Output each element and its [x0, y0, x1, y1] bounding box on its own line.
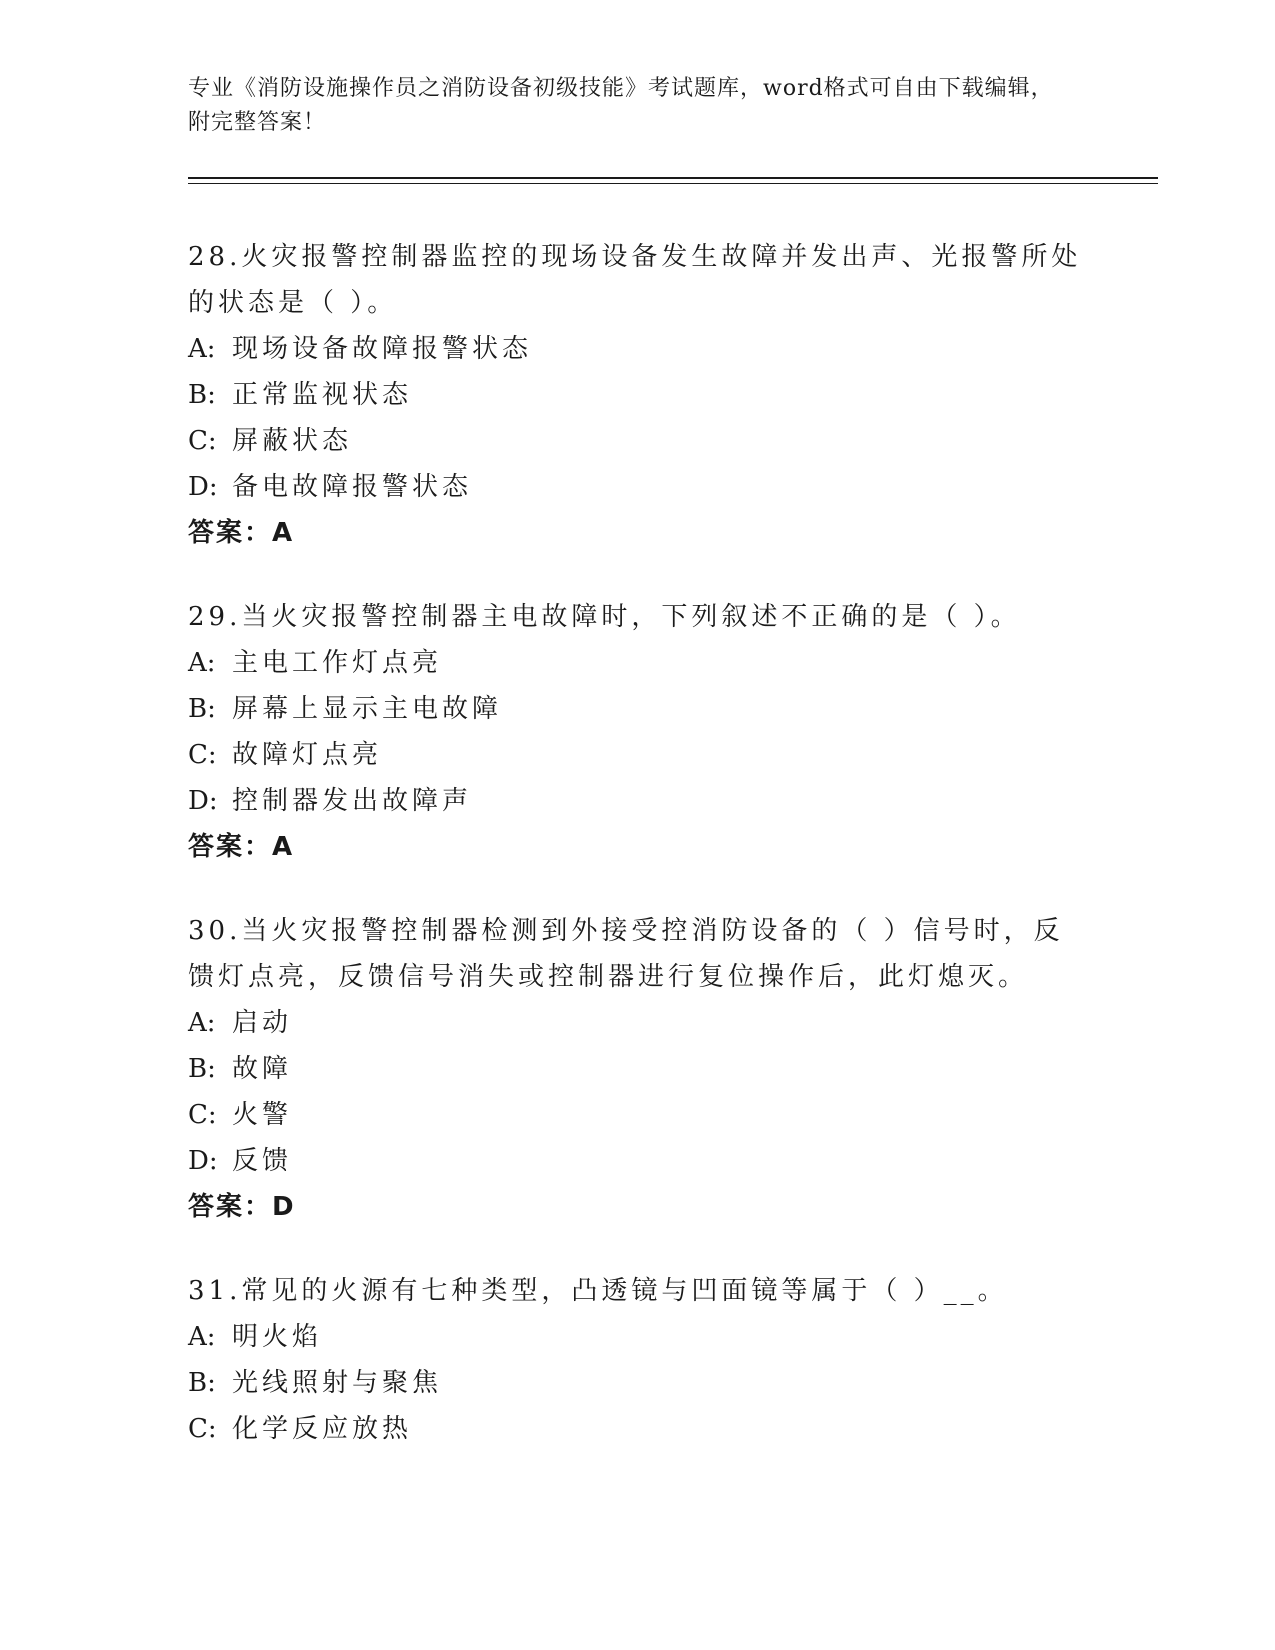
document-header: 专业《消防设施操作员之消防设备初级技能》考试题库，word格式可自由下载编辑，附完整答案！	[188, 76, 1054, 135]
option-text: 启动	[232, 1008, 293, 1038]
option-letter: C:	[188, 740, 217, 770]
option-text: 正常监视状态	[232, 380, 413, 410]
option-text: 主电工作灯点亮	[232, 648, 443, 678]
option-letter: C:	[188, 1414, 217, 1444]
answer-line: 答案：D	[188, 1192, 296, 1222]
option-text: 光线照射与聚焦	[232, 1368, 443, 1398]
option-letter: B:	[188, 1054, 216, 1084]
header-divider-thin	[188, 183, 1158, 184]
question-29	[188, 594, 1088, 870]
option-letter: C:	[188, 1100, 217, 1130]
option-a	[188, 326, 1088, 372]
option-a	[188, 1000, 1088, 1046]
option-b	[188, 686, 1088, 732]
question-28	[188, 234, 1088, 556]
option-text: 故障灯点亮	[232, 740, 383, 770]
option-b	[188, 1360, 1088, 1406]
option-letter: D:	[188, 1146, 218, 1176]
option-text: 化学反应放热	[232, 1414, 413, 1444]
question-text: 29.当火灾报警控制器主电故障时，下列叙述不正确的是（ ）。	[188, 602, 1021, 632]
option-letter: A:	[188, 1008, 216, 1038]
option-text: 现场设备故障报警状态	[232, 334, 533, 364]
option-letter: B:	[188, 694, 216, 724]
option-text: 故障	[232, 1054, 293, 1084]
answer-line: 答案：A	[188, 518, 295, 548]
question-text: 31.常见的火源有七种类型，凸透镜与凹面镜等属于（ ）__。	[188, 1276, 1008, 1306]
option-a	[188, 640, 1088, 686]
answer-line: 答案：A	[188, 832, 295, 862]
option-text: 屏蔽状态	[232, 426, 353, 456]
option-text: 控制器发出故障声	[232, 786, 473, 816]
option-letter: C:	[188, 426, 217, 456]
option-a	[188, 1314, 1088, 1360]
option-b	[188, 372, 1088, 418]
question-31	[188, 1268, 1088, 1452]
question-text: 28.火灾报警控制器监控的现场设备发生故障并发出声、光报警所处的状态是（ ）。	[188, 242, 1082, 318]
option-d	[188, 1138, 1088, 1184]
option-text: 反馈	[232, 1146, 293, 1176]
option-b	[188, 1046, 1088, 1092]
option-letter: A:	[188, 1322, 216, 1352]
option-letter: A:	[188, 648, 216, 678]
option-text: 备电故障报警状态	[232, 472, 473, 502]
option-c	[188, 1406, 1088, 1452]
question-text: 30.当火灾报警控制器检测到外接受控消防设备的（ ）信号时，反馈灯点亮，反馈信号消失或控制器进行复位操作后，此灯熄灭。	[188, 916, 1064, 992]
option-text: 屏幕上显示主电故障	[232, 694, 503, 724]
option-d	[188, 464, 1088, 510]
option-text: 火警	[232, 1100, 293, 1130]
option-letter: A:	[188, 334, 216, 364]
option-c	[188, 732, 1088, 778]
question-30	[188, 908, 1088, 1230]
option-letter: D:	[188, 472, 218, 502]
option-d	[188, 778, 1088, 824]
option-c	[188, 1092, 1088, 1138]
header-divider-thick	[188, 177, 1158, 179]
question-list	[188, 234, 1088, 1490]
option-c	[188, 418, 1088, 464]
option-letter: B:	[188, 380, 216, 410]
option-letter: D:	[188, 786, 218, 816]
option-letter: B:	[188, 1368, 216, 1398]
option-text: 明火焰	[232, 1322, 323, 1352]
